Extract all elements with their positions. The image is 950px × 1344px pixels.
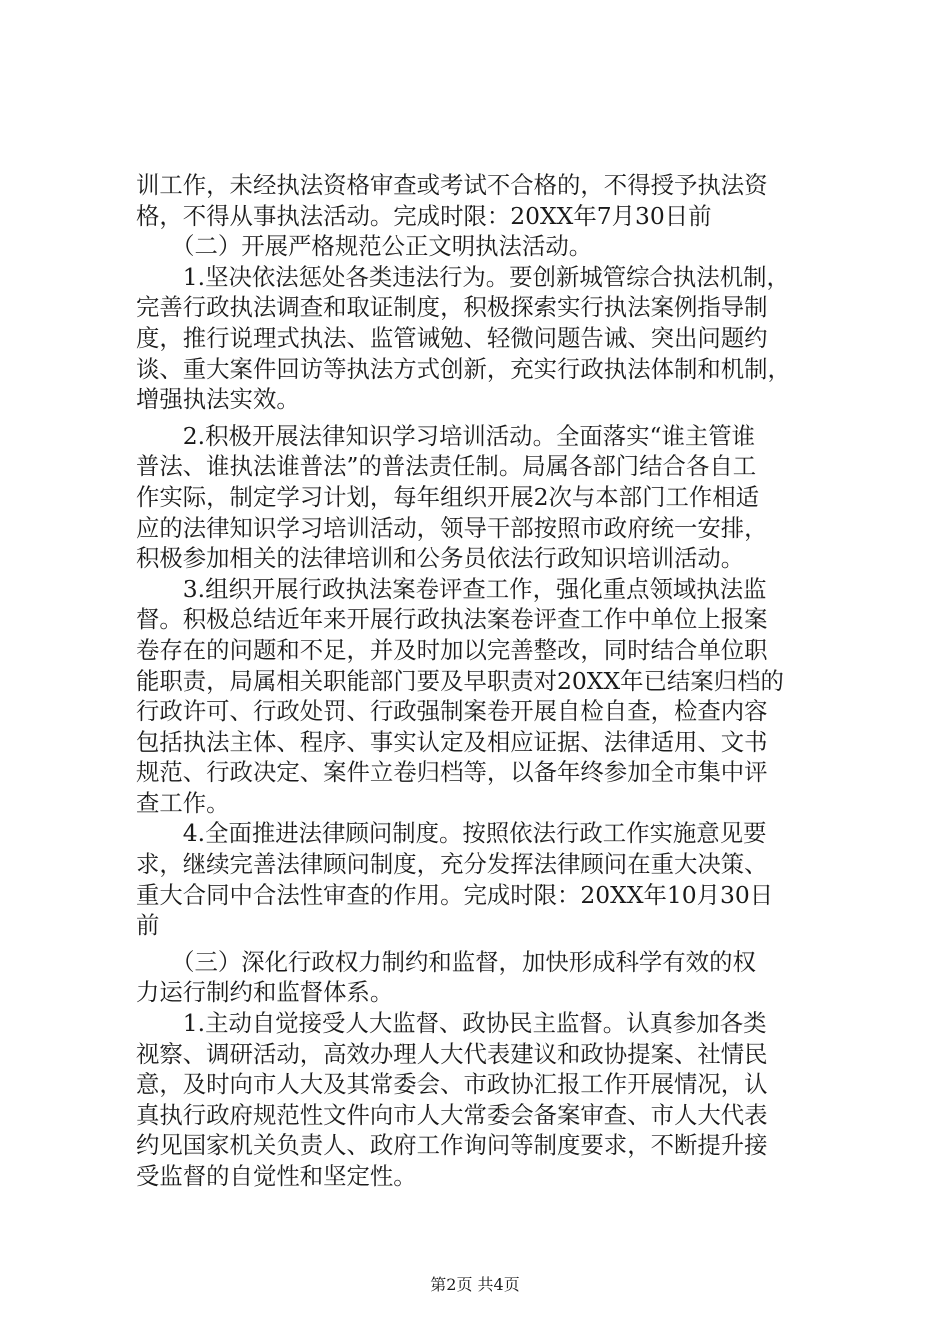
body-line: 能职责，局属相关职能部门要及早职责对20XX年已结案归档的 — [136, 666, 784, 695]
body-line: 卷存在的问题和不足，并及时加以完善整改，同时结合单位职 — [136, 635, 768, 664]
body-line: 督。积极总结近年来开展行政执法案卷评查工作中单位上报案 — [136, 605, 768, 634]
body-line: 1.主动自觉接受人大监督、政协民主监督。认真参加各类 — [136, 1009, 767, 1038]
body-line: 普法、谁执法谁普法”的普法责任制。局属各部门结合各自工 — [136, 452, 757, 481]
body-line: 训工作，未经执法资格审查或考试不合格的，不得授予执法资 — [136, 171, 768, 199]
body-line: 规范、行政决定、案件立卷归档等，以备年终参加全市集中评 — [136, 758, 768, 787]
document-body — [136, 170, 826, 1192]
body-line: 查工作。 — [136, 788, 230, 817]
body-line: 作实际，制定学习计划，每年组织开展2次与本部门工作相适 — [136, 482, 760, 511]
body-line: 求，继续完善法律顾问制度，充分发挥法律顾问在重大决策、 — [136, 850, 768, 879]
body-line: 积极参加相关的法律培训和公务员依法行政知识培训活动。 — [136, 544, 745, 573]
body-line: 完善行政执法调查和取证制度，积极探索实行执法案例指导制 — [136, 293, 768, 322]
body-line: 前 — [136, 911, 160, 940]
body-line: 真执行政府规范性文件向市人大常委会备案审查、市人大代表 — [136, 1100, 768, 1129]
body-line: 增强执法实效。 — [136, 385, 300, 414]
body-line: 4.全面推进法律顾问制度。按照依法行政工作实施意见要 — [136, 819, 767, 848]
body-line: 2.积极开展法律知识学习培训活动。全面落实“谁主管谁 — [136, 421, 756, 450]
body-line: 应的法律知识学习培训活动，领导干部按照市政府统一安排， — [136, 513, 768, 542]
section-heading: 力运行制约和监督体系。 — [136, 978, 394, 1007]
body-line: 格，不得从事执法活动。完成时限：20XX年7月30日前 — [136, 201, 712, 230]
body-line: 视察、调研活动，高效办理人大代表建议和政协提案、社情民 — [136, 1039, 768, 1068]
page-number-footer: 第2页 共4页 — [430, 1275, 520, 1294]
body-line: 谈、重大案件回访等执法方式创新，充实行政执法体制和机制， — [136, 354, 791, 383]
body-line: 约见国家机关负责人、政府工作询问等制度要求，不断提升接 — [136, 1131, 768, 1160]
body-line: 度，推行说理式执法、监管诫勉、轻微问题告诫、突出问题约 — [136, 323, 768, 352]
body-line: 1.坚决依法惩处各类违法行为。要创新城管综合执法机制， — [136, 262, 790, 291]
body-line: 行政许可、行政处罚、行政强制案卷开展自检自查，检查内容 — [136, 697, 768, 726]
body-line: 包括执法主体、程序、事实认定及相应证据、法律适用、文书 — [136, 727, 768, 756]
body-line: 意，及时向市人大及其常委会、市政协汇报工作开展情况，认 — [136, 1070, 768, 1099]
section-heading: （二）开展严格规范公正文明执法活动。 — [136, 232, 593, 261]
section-heading: （三）深化行政权力制约和监督，加快形成科学有效的权 — [136, 947, 756, 976]
body-line: 重大合同中合法性审查的作用。完成时限：20XX年10月30日 — [136, 880, 774, 909]
body-line: 3.组织开展行政执法案卷评查工作，强化重点领域执法监 — [136, 574, 767, 603]
body-line: 受监督的自觉性和坚定性。 — [136, 1162, 417, 1190]
